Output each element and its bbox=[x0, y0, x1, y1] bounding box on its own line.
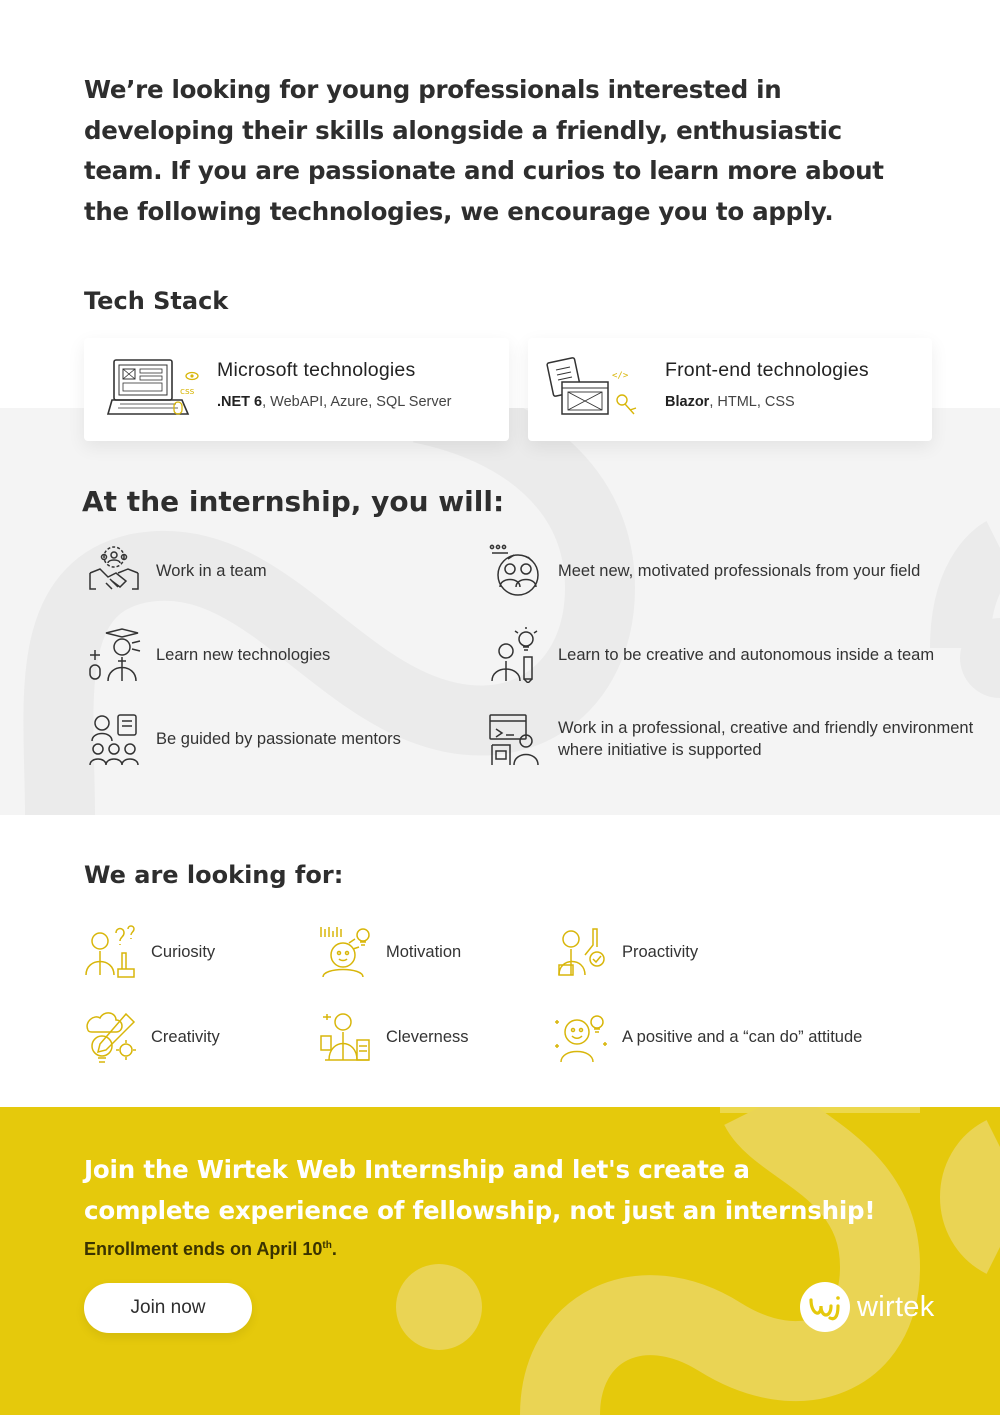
tech-card-title: Front-end technologies bbox=[665, 359, 869, 381]
looking-for-item bbox=[319, 1009, 469, 1065]
internship-item bbox=[86, 711, 401, 767]
looking-for-item bbox=[84, 1009, 220, 1065]
tech-card-title: Microsoft technologies bbox=[217, 359, 416, 381]
tech-card-frontend bbox=[528, 338, 932, 441]
tech-stack-title: Tech Stack bbox=[84, 287, 229, 315]
internship-item-text: Learn to be creative and autonomous inside a team bbox=[558, 646, 935, 664]
internship-item bbox=[488, 711, 1000, 767]
internship-item bbox=[86, 543, 267, 599]
internship-item-text: Work in a professional, creative and friendly environment where initiative is supported bbox=[558, 719, 974, 759]
creativity-icon bbox=[84, 1010, 138, 1064]
svg-text:css: css bbox=[180, 387, 195, 397]
wirtek-logo bbox=[800, 1282, 935, 1332]
enrollment-deadline: Enrollment ends on April 10th. bbox=[84, 1239, 337, 1259]
looking-for-item bbox=[555, 1009, 862, 1065]
mentor-group-icon bbox=[86, 711, 142, 767]
internship-item-text: Learn new technologies bbox=[156, 646, 331, 664]
tech-card-subtitle: Blazor, HTML, CSS bbox=[665, 394, 795, 410]
looking-for-item bbox=[319, 924, 461, 980]
proactivity-icon bbox=[555, 925, 609, 979]
networking-people-icon bbox=[488, 543, 544, 599]
internship-item bbox=[488, 627, 934, 683]
internship-title: At the internship, you will: bbox=[82, 485, 505, 518]
motivation-icon bbox=[319, 925, 373, 979]
join-now-button[interactable]: Join now bbox=[84, 1283, 252, 1333]
looking-for-text: Motivation bbox=[386, 942, 462, 961]
looking-for-text: Curiosity bbox=[151, 942, 216, 961]
looking-for-title: We are looking for: bbox=[84, 861, 344, 889]
graduate-learning-icon bbox=[86, 627, 142, 683]
wirtek-logo-icon bbox=[800, 1282, 850, 1332]
internship-item-text: Be guided by passionate mentors bbox=[156, 730, 401, 748]
positive-attitude-icon bbox=[555, 1010, 609, 1064]
frontend-code-icon bbox=[546, 356, 644, 426]
curiosity-icon bbox=[84, 925, 138, 979]
creative-idea-icon bbox=[488, 627, 544, 683]
internship-item bbox=[488, 543, 920, 599]
looking-for-text: Cleverness bbox=[386, 1027, 469, 1046]
tech-card-microsoft bbox=[84, 338, 509, 441]
cleverness-icon bbox=[319, 1010, 373, 1064]
wirtek-logo-text: wirtek bbox=[857, 1290, 935, 1323]
internship-item-text: Work in a team bbox=[156, 562, 267, 580]
tech-card-subtitle: .NET 6, WebAPI, Azure, SQL Server bbox=[217, 394, 452, 410]
looking-for-item bbox=[555, 924, 698, 980]
looking-for-text: Creativity bbox=[151, 1027, 220, 1046]
looking-for-text: Proactivity bbox=[622, 942, 699, 961]
looking-for-text: A positive and a “can do” attitude bbox=[622, 1027, 863, 1046]
looking-for-item bbox=[84, 924, 215, 980]
laptop-design-icon bbox=[106, 356, 204, 426]
svg-text:</>: </> bbox=[612, 371, 629, 381]
teamwork-handshake-icon bbox=[86, 543, 142, 599]
internship-item-text: Meet new, motivated professionals from your field bbox=[558, 562, 921, 580]
developer-workstation-icon bbox=[488, 711, 544, 767]
intro-paragraph: We’re looking for young professionals interested in developing their skills alongside a friendly, enthusiastic team. If you are passionate and curios to learn more about the following technologies, we encourage you to apply. bbox=[84, 75, 884, 226]
internship-item bbox=[86, 627, 330, 683]
cta-title: Join the Wirtek Web Internship and let's create a complete experience of fellowship, not just an internship! bbox=[84, 1155, 876, 1225]
